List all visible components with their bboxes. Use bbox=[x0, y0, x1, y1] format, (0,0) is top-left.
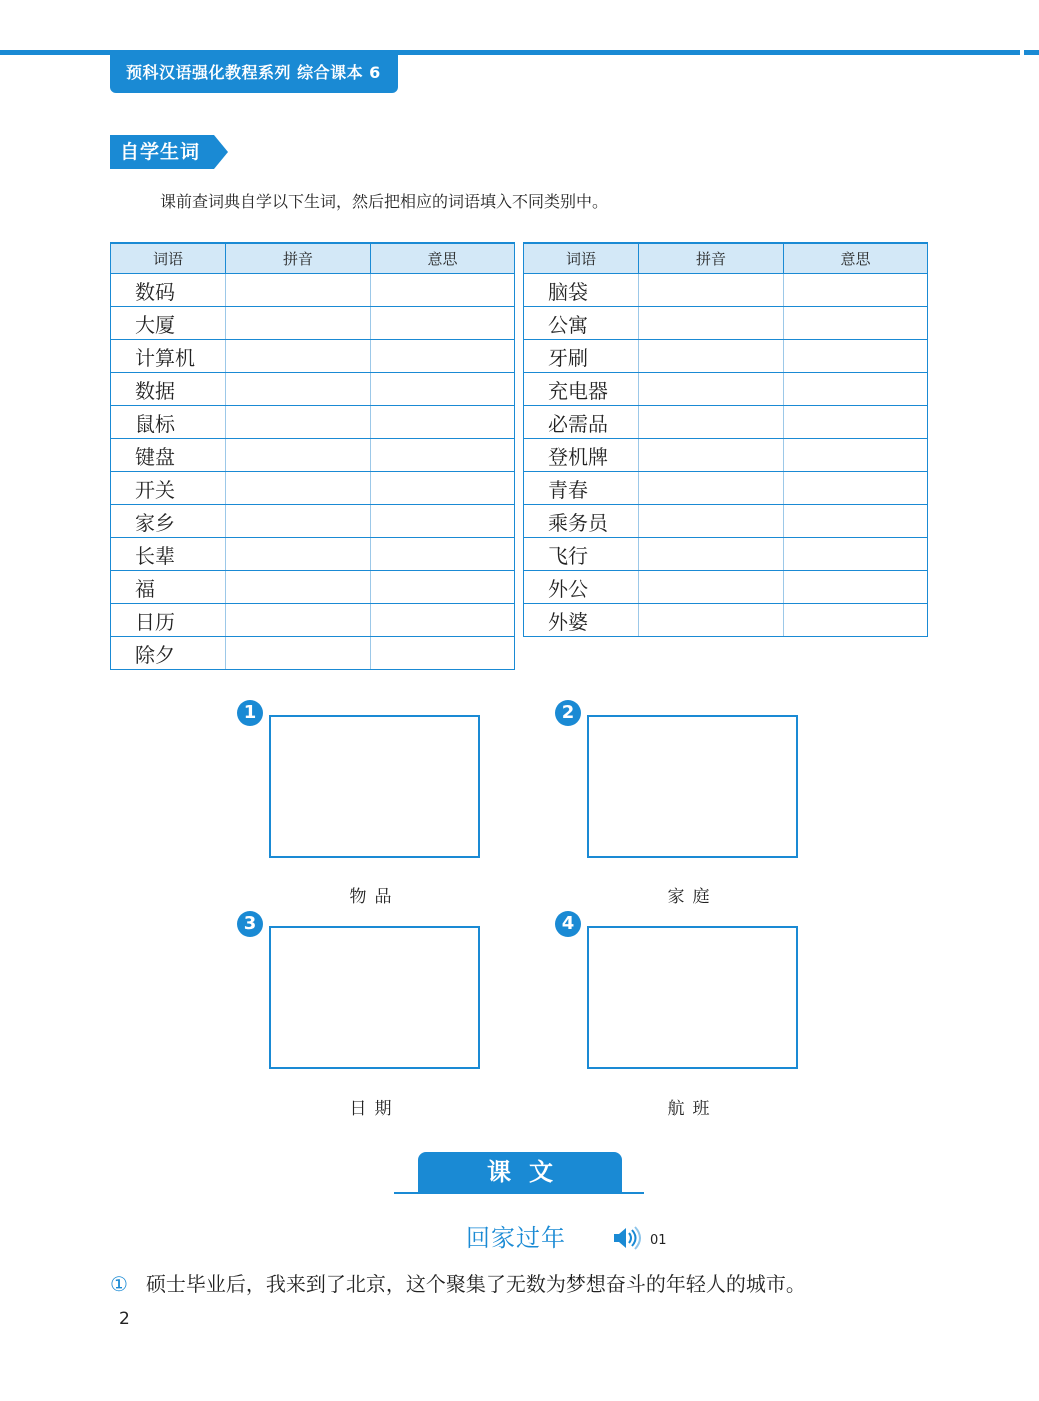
track-number: 01 bbox=[650, 1233, 667, 1248]
table-row bbox=[111, 604, 515, 637]
table-row bbox=[524, 307, 928, 340]
column-header: 拼音 bbox=[639, 243, 784, 274]
category-label: 物品 bbox=[349, 887, 400, 907]
category-box-flight[interactable] bbox=[587, 926, 798, 1069]
speaker-icon[interactable] bbox=[612, 1226, 642, 1250]
table-row bbox=[524, 538, 928, 571]
category-label: 航班 bbox=[667, 1099, 718, 1119]
meaning-cell[interactable] bbox=[371, 274, 515, 307]
category-box-date[interactable] bbox=[269, 926, 480, 1069]
pinyin-cell[interactable] bbox=[639, 472, 784, 505]
pinyin-cell[interactable] bbox=[639, 406, 784, 439]
vocab-word: 数码 bbox=[111, 274, 226, 307]
column-header: 词语 bbox=[524, 243, 639, 274]
vocab-word: 家乡 bbox=[111, 505, 226, 538]
table-row bbox=[111, 406, 515, 439]
category-label: 日期 bbox=[349, 1099, 400, 1119]
pinyin-cell[interactable] bbox=[639, 538, 784, 571]
meaning-cell[interactable] bbox=[784, 274, 928, 307]
meaning-cell[interactable] bbox=[784, 307, 928, 340]
vocab-word: 牙刷 bbox=[524, 340, 639, 373]
vocab-word: 键盘 bbox=[111, 439, 226, 472]
category-number: 1 bbox=[237, 700, 263, 726]
vocab-word: 计算机 bbox=[111, 340, 226, 373]
vocab-word: 开关 bbox=[111, 472, 226, 505]
section-tag bbox=[110, 135, 228, 169]
table-row bbox=[111, 637, 515, 670]
meaning-cell[interactable] bbox=[371, 637, 515, 670]
table-row bbox=[111, 505, 515, 538]
category-label: 家庭 bbox=[667, 887, 718, 907]
pinyin-cell[interactable] bbox=[639, 571, 784, 604]
category-box-family[interactable] bbox=[587, 715, 798, 858]
category-number: 4 bbox=[555, 911, 581, 937]
table-row bbox=[524, 406, 928, 439]
category-number: 2 bbox=[555, 700, 581, 726]
table-row bbox=[524, 439, 928, 472]
pinyin-cell[interactable] bbox=[226, 571, 371, 604]
meaning-cell[interactable] bbox=[371, 373, 515, 406]
table-row bbox=[524, 505, 928, 538]
pinyin-cell[interactable] bbox=[226, 472, 371, 505]
vocab-word: 公寓 bbox=[524, 307, 639, 340]
vocab-word: 飞行 bbox=[524, 538, 639, 571]
meaning-cell[interactable] bbox=[784, 439, 928, 472]
meaning-cell[interactable] bbox=[371, 538, 515, 571]
pinyin-cell[interactable] bbox=[639, 604, 784, 637]
pinyin-cell[interactable] bbox=[639, 340, 784, 373]
series-title: 预科汉语强化教程系列 综合课本 6 bbox=[110, 52, 398, 93]
table-row bbox=[111, 373, 515, 406]
table-row bbox=[524, 571, 928, 604]
table-row bbox=[524, 472, 928, 505]
table-row bbox=[111, 571, 515, 604]
vocab-word: 脑袋 bbox=[524, 274, 639, 307]
vocab-word: 大厦 bbox=[111, 307, 226, 340]
text-banner-label: 课文 bbox=[418, 1152, 622, 1193]
category-number: 3 bbox=[237, 911, 263, 937]
vocab-word: 除夕 bbox=[111, 637, 226, 670]
table-row bbox=[111, 439, 515, 472]
pinyin-cell[interactable] bbox=[639, 274, 784, 307]
meaning-cell[interactable] bbox=[371, 505, 515, 538]
vocab-word: 必需品 bbox=[524, 406, 639, 439]
meaning-cell[interactable] bbox=[784, 538, 928, 571]
lesson-title: 回家过年 bbox=[466, 1224, 566, 1252]
vocab-word: 充电器 bbox=[524, 373, 639, 406]
section-title: 自学生词 bbox=[120, 141, 201, 163]
vocab-word: 青春 bbox=[524, 472, 639, 505]
vocab-word: 日历 bbox=[111, 604, 226, 637]
meaning-cell[interactable] bbox=[371, 340, 515, 373]
vocab-table-left bbox=[110, 242, 515, 670]
meaning-cell[interactable] bbox=[784, 472, 928, 505]
vocab-word: 鼠标 bbox=[111, 406, 226, 439]
pinyin-cell[interactable] bbox=[639, 373, 784, 406]
meaning-cell[interactable] bbox=[784, 340, 928, 373]
vocab-word: 长辈 bbox=[111, 538, 226, 571]
vocab-word: 数据 bbox=[111, 373, 226, 406]
table-row bbox=[111, 472, 515, 505]
meaning-cell[interactable] bbox=[784, 406, 928, 439]
pinyin-cell[interactable] bbox=[226, 637, 371, 670]
paragraph-number: ① bbox=[110, 1272, 128, 1296]
pinyin-cell[interactable] bbox=[226, 274, 371, 307]
meaning-cell[interactable] bbox=[371, 604, 515, 637]
pinyin-cell[interactable] bbox=[226, 373, 371, 406]
pinyin-cell[interactable] bbox=[226, 307, 371, 340]
pinyin-cell[interactable] bbox=[226, 340, 371, 373]
vocab-word: 乘务员 bbox=[524, 505, 639, 538]
pinyin-cell[interactable] bbox=[639, 439, 784, 472]
pinyin-cell[interactable] bbox=[226, 406, 371, 439]
column-header: 意思 bbox=[784, 243, 928, 274]
pinyin-cell[interactable] bbox=[226, 538, 371, 571]
column-header: 意思 bbox=[371, 243, 515, 274]
meaning-cell[interactable] bbox=[371, 307, 515, 340]
instruction-text: 课前查词典自学以下生词，然后把相应的词语填入不同类别中。 bbox=[160, 192, 609, 211]
column-header: 词语 bbox=[111, 243, 226, 274]
meaning-cell[interactable] bbox=[784, 571, 928, 604]
pinyin-cell[interactable] bbox=[639, 505, 784, 538]
pinyin-cell[interactable] bbox=[639, 307, 784, 340]
pinyin-cell[interactable] bbox=[226, 439, 371, 472]
table-row bbox=[524, 274, 928, 307]
page-number: 2 bbox=[119, 1309, 130, 1329]
meaning-cell[interactable] bbox=[371, 406, 515, 439]
column-header: 拼音 bbox=[226, 243, 371, 274]
text-banner bbox=[394, 1152, 644, 1196]
meaning-cell[interactable] bbox=[784, 604, 928, 637]
table-row bbox=[524, 604, 928, 637]
meaning-cell[interactable] bbox=[371, 571, 515, 604]
vocab-word: 福 bbox=[111, 571, 226, 604]
meaning-cell[interactable] bbox=[784, 373, 928, 406]
meaning-cell[interactable] bbox=[784, 505, 928, 538]
paragraph bbox=[110, 1268, 1010, 1297]
vocab-table-right bbox=[523, 242, 928, 637]
table-row bbox=[524, 373, 928, 406]
pinyin-cell[interactable] bbox=[226, 505, 371, 538]
pinyin-cell[interactable] bbox=[226, 604, 371, 637]
table-row bbox=[111, 538, 515, 571]
meaning-cell[interactable] bbox=[371, 472, 515, 505]
vocab-word: 登机牌 bbox=[524, 439, 639, 472]
category-box-items[interactable] bbox=[269, 715, 480, 858]
vocab-word: 外婆 bbox=[524, 604, 639, 637]
table-row bbox=[111, 307, 515, 340]
paragraph-text: 硕士毕业后，我来到了北京，这个聚集了无数为梦想奋斗的年轻人的城市。 bbox=[145, 1272, 806, 1296]
table-row bbox=[111, 340, 515, 373]
vocab-word: 外公 bbox=[524, 571, 639, 604]
table-row bbox=[524, 340, 928, 373]
table-row bbox=[111, 274, 515, 307]
meaning-cell[interactable] bbox=[371, 439, 515, 472]
